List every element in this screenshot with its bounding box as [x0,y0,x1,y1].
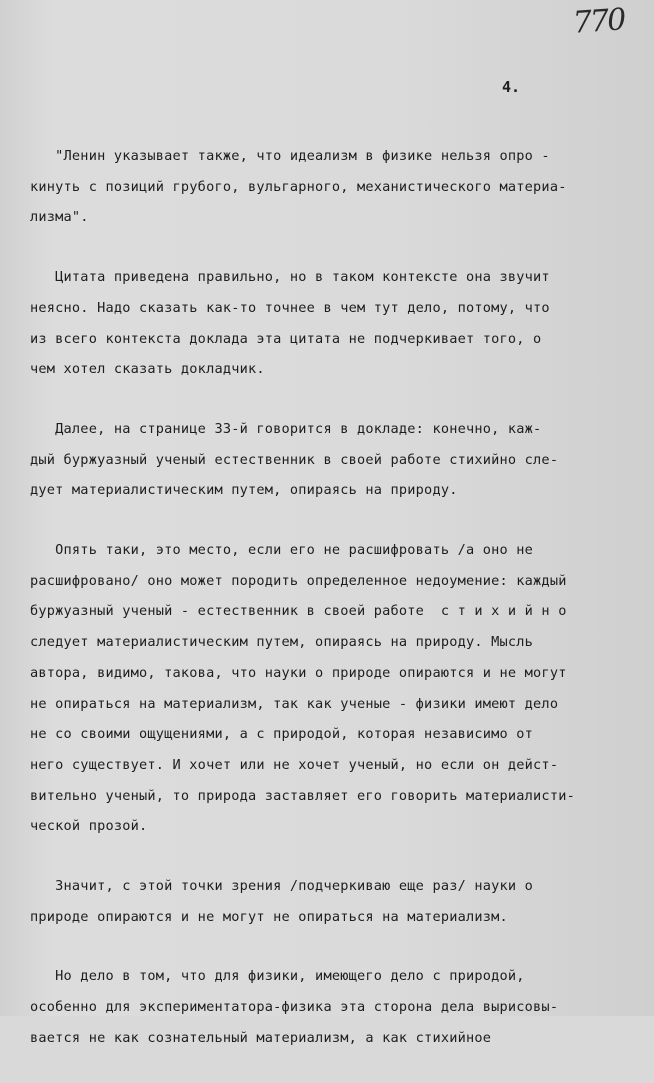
text-line: дый буржуазный ученый естественник в своей работе стихийно сле- [30,451,559,468]
text-line: лизма". [30,209,89,226]
text-line: неясно. Надо сказать как-то точнее в чем тут дело, потому, что [30,299,550,316]
paragraph [30,414,640,506]
text-line: автора, видимо, такова, что науки о природе опираются и не могут [30,664,567,681]
text-line: него существует. И хочет или не хочет ученый, но если он дейст- [30,756,559,773]
text-line: Но дело в том, что для физики, имеющего дело с природой, [30,968,525,985]
text-line: буржуазный ученый - естественник в своей работе с т и х и й н о [30,603,567,620]
paragraph [30,961,640,1053]
text-line: вительно ученый, то природа заставляет его говорить материалисти- [30,787,575,804]
paragraph [30,262,640,385]
text-line: кинуть с позиций грубого, вульгарного, механистического материа- [30,178,567,195]
paragraph [30,141,640,233]
text-line: особенно для экспериментатора-физика эта сторона дела вырисовы- [30,999,559,1016]
text-line: не со своими ощущениями, а с природой, которая независимо от [30,726,534,743]
text-line: чем хотел сказать докладчик. [30,361,265,378]
document-body [30,141,640,1083]
text-line: не опираться на материализм, так как ученые - физики имеют дело [30,695,559,712]
text-line: ческой прозой. [30,818,148,835]
page-number: 4. [502,78,521,96]
text-line: "Ленин указывает также, что идеализм в физике нельзя опро - [30,148,550,164]
text-line: расшифровано/ оно может породить определенное недоумение: каждый [30,572,567,589]
text-line: вается не как сознательный материализм, а как стихийное [30,1029,492,1046]
paragraph [30,871,640,932]
text-line: Цитата приведена правильно, но в таком контексте она звучит [30,269,550,286]
text-line: Опять таки, это место, если его не расшифровать /а оно не [30,542,534,559]
paragraph [30,535,640,842]
text-line: природе опираются и не могут не опираться на материализм. [30,908,508,925]
text-line: из всего контекста доклада эта цитата не подчеркивает того, о [30,330,542,347]
handwritten-sheet-number: 770 [571,2,626,41]
text-line: следует материалистическим путем, опираясь на природу. Мысль [30,634,534,651]
text-line: Значит, с этой точки зрения /подчеркиваю еще раз/ науки о [30,878,534,895]
text-line: дует материалистическим путем, опираясь на природу. [30,482,458,499]
text-line: Далее, на странице 33-й говорится в докладе: конечно, каж- [30,420,542,437]
